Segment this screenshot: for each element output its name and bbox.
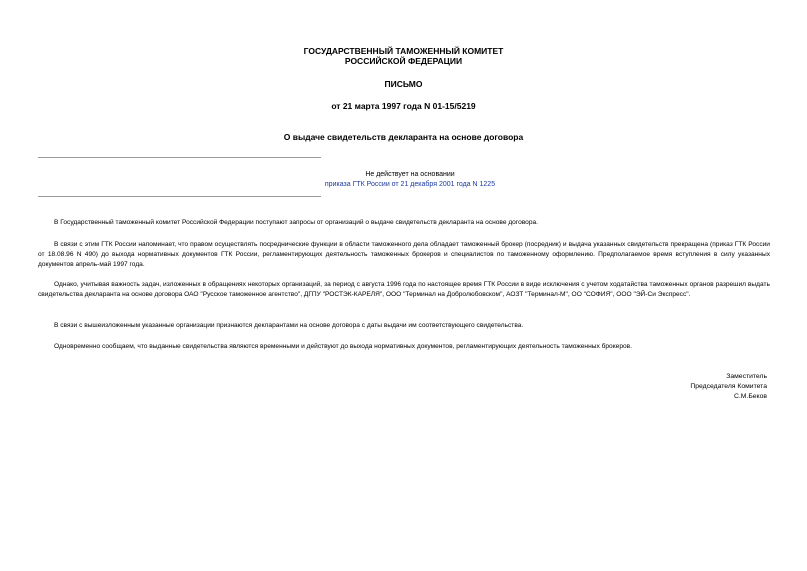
paragraph-5: Одновременно сообщаем, что выданные свидетельства являются временными и действуют до выхода нормативных документов, регламентирующих деятельность таможенных брокеров.: [54, 343, 632, 350]
divider-bottom: [38, 196, 321, 197]
paragraph-2: В связи с этим ГТК России напоминает, что правом осуществлять посреднические функции в области таможенного дела обладает таможенный брокер (посредник) и выдача указанных свидетельств прекращена (приказ ГТК России от 18.08.96 N 490) до выхода нормативных документов ГТК России, регламентирующих деятельность таможенных брокеров и специалистов по таможенному оформлению. Предполагаемое время вступления в силу указанных документов апрель-май 1997 года.: [38, 241, 770, 268]
issuer-line-1: ГОСУДАРСТВЕННЫЙ ТАМОЖЕННЫЙ КОМИТЕТ: [303, 46, 504, 56]
document-subject: О выдаче свидетельств декларанта на основе договора: [283, 132, 524, 142]
paragraph-1: В Государственный таможенный комитет Российской Федерации поступают запросы от организаций о выдаче свидетельств декларанта на основе договора.: [54, 219, 539, 226]
signature-position: Заместитель: [726, 373, 767, 380]
status-notice: [250, 170, 570, 190]
issuer-header: [0, 46, 807, 66]
signature-title: Председателя Комитета: [690, 383, 767, 390]
signature-name: С.М.Беков: [733, 393, 767, 400]
document-type: ПИСЬМО: [384, 79, 423, 89]
paragraph-3: Однако, учитывая важность задач, изложенных в обращениях некоторых организаций, за период с августа 1996 года по настоящее время ГТК России в виде исключения с учетом ходатайства таможенных органов разрешил выдать свидетельства декларанта на основе договора ОАО "Русское таможенное агентство", ДГПУ "РОСТЭК-КАРЕЛЯ", ООО "Терминал на Добролюбовском", АОЗТ "Терминал-М", ОО "СОФИЯ", ООО "ЭЙ-Си Экспресс".: [38, 281, 770, 298]
issuer-line-2: РОССИЙСКОЙ ФЕДЕРАЦИИ: [344, 56, 463, 66]
document-date-number: от 21 марта 1997 года N 01-15/5219: [331, 101, 476, 111]
status-link[interactable]: приказа ГТК России от 21 декабря 2001 года N 1225: [324, 181, 496, 188]
status-text: Не действует на основании: [365, 171, 455, 178]
signature-block: [690, 372, 767, 402]
paragraph-4: В связи с вышеизложенным указанные организации признаются декларантами на основе договора с даты выдачи им соответствующего свидетельства.: [54, 322, 524, 329]
divider-top: [38, 157, 321, 158]
